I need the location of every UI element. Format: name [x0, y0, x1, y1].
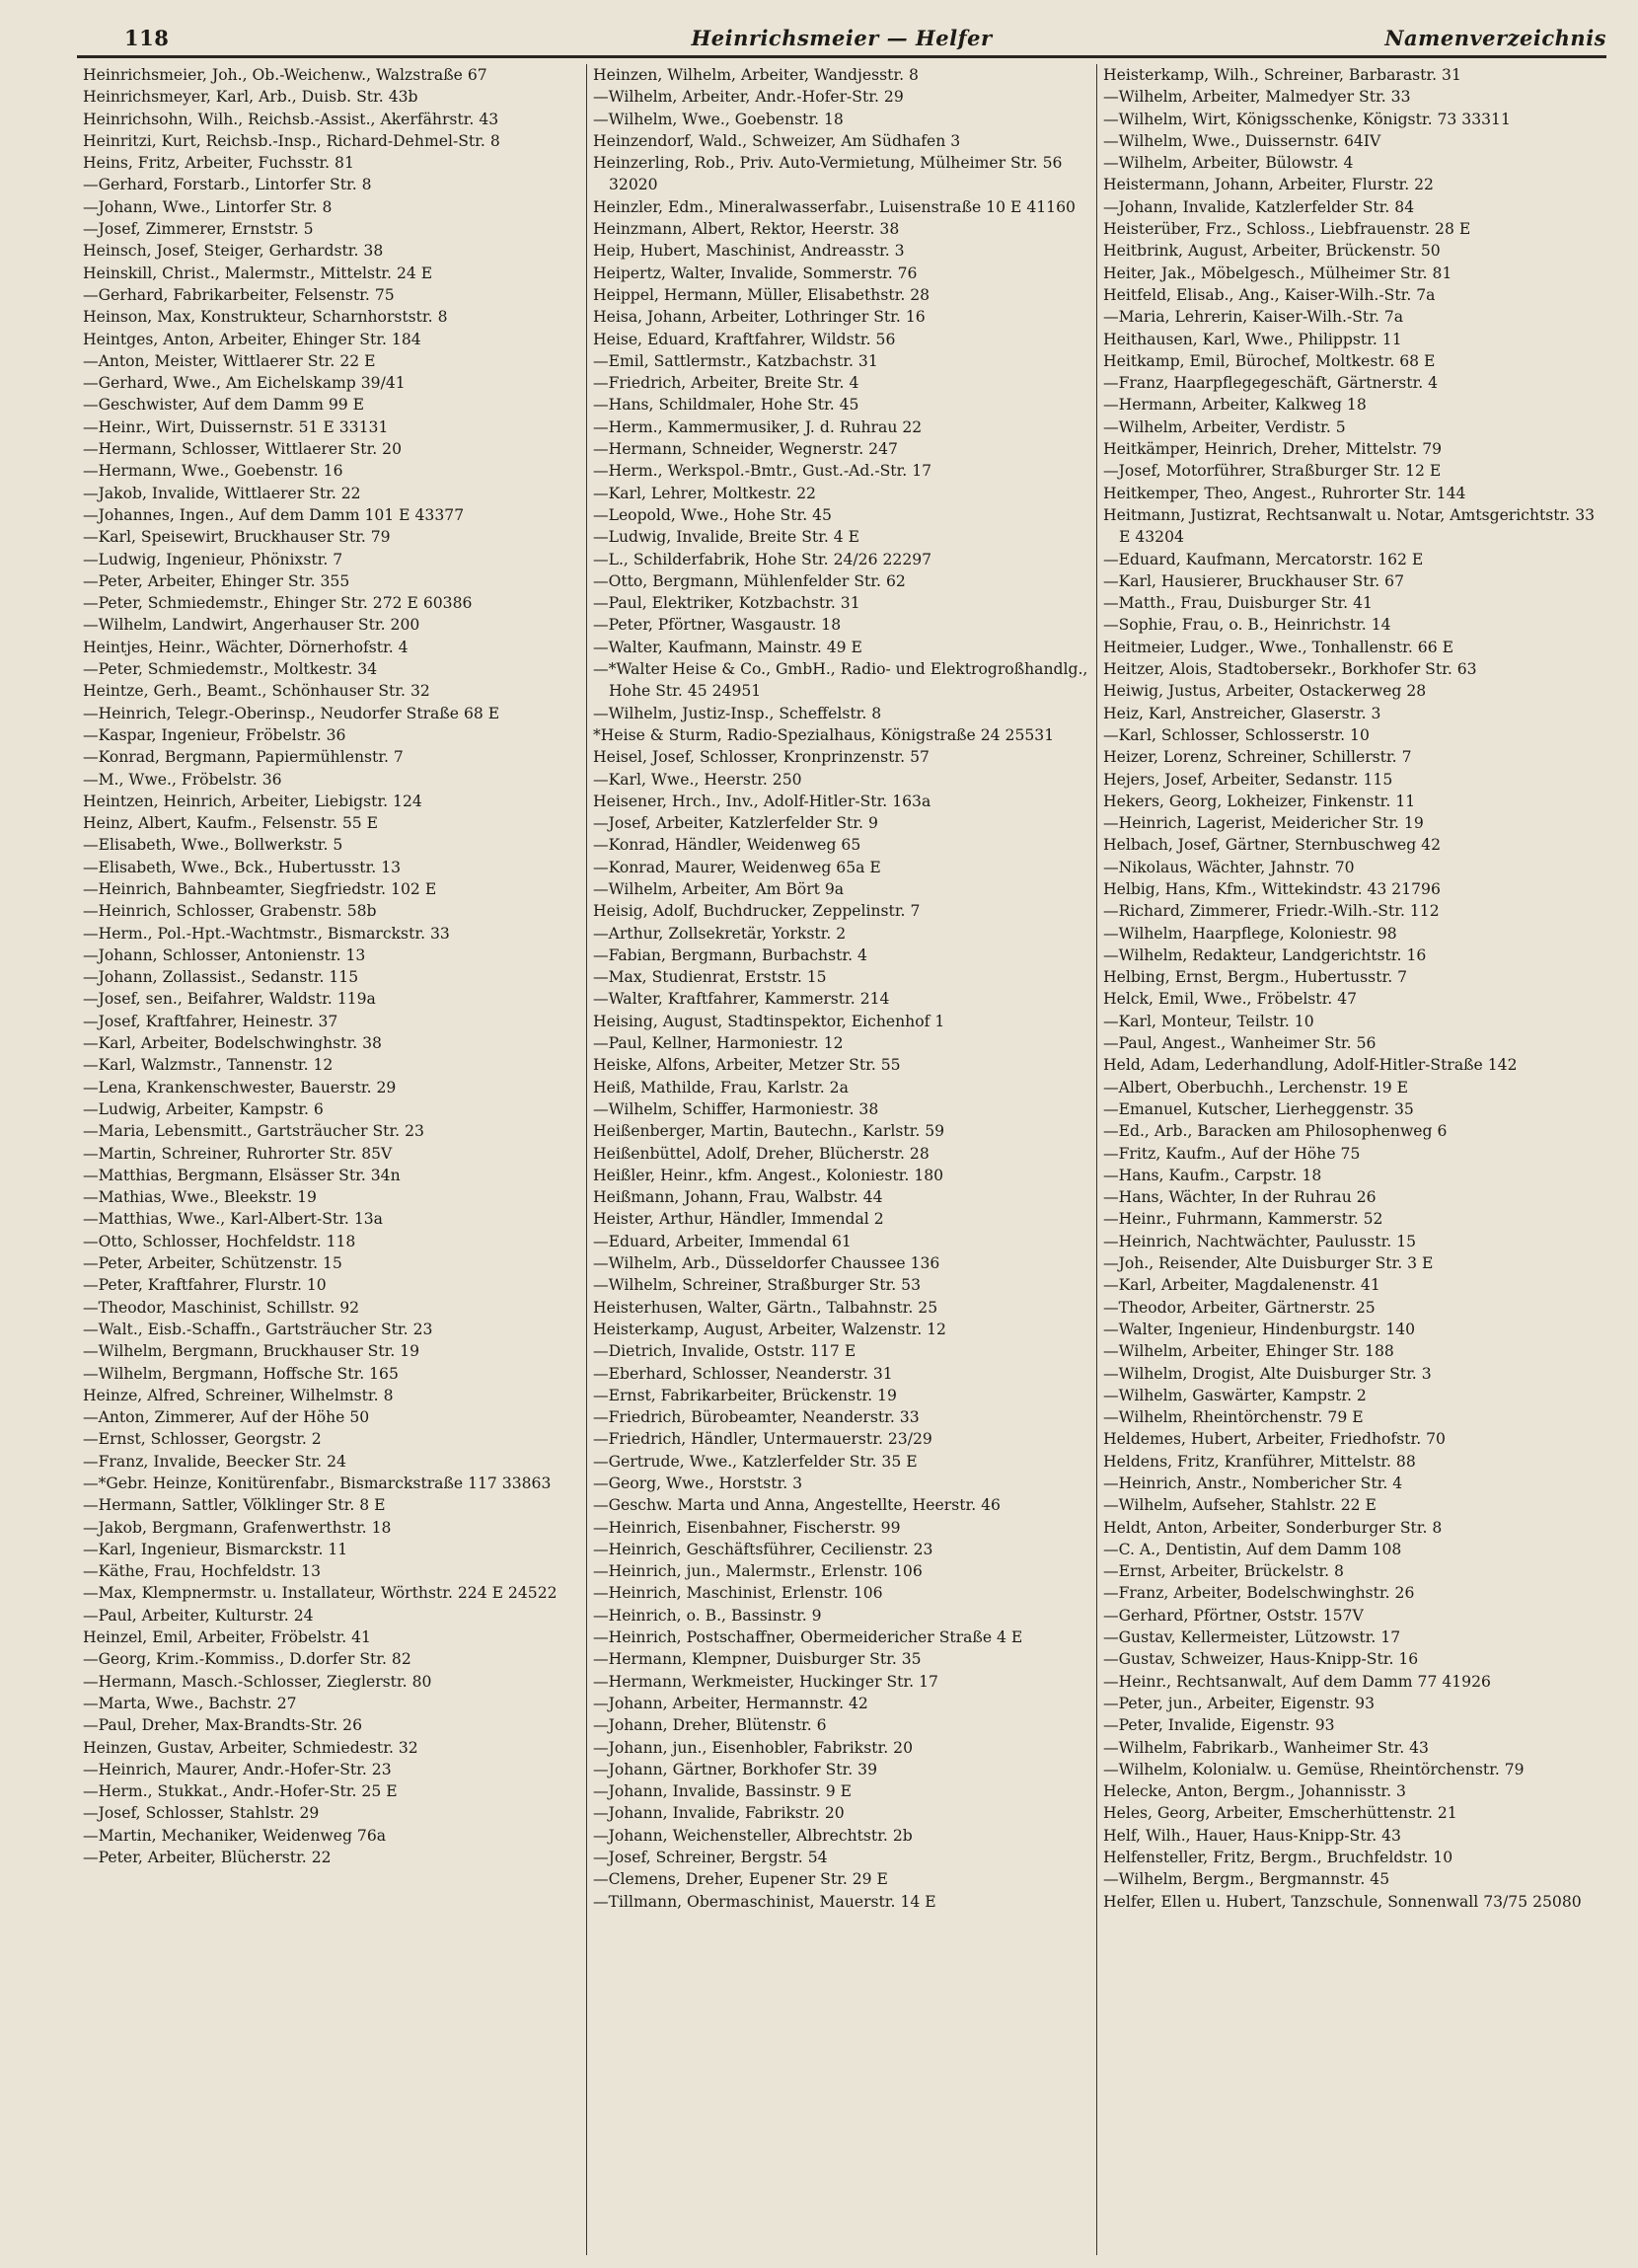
directory-entry: Heisa, Johann, Arbeiter, Lothringer Str. 16 [593, 308, 926, 327]
directory-entry: —Wilhelm, Redakteur, Landgerichtstr. 16 [1103, 945, 1427, 964]
directory-entry: Heippel, Hermann, Müller, Elisabethstr. 28 [593, 285, 931, 304]
directory-entry: Heles, Georg, Arbeiter, Emscherhüttenstr. 21 [1103, 1804, 1457, 1823]
directory-entry: —Friedrich, Arbeiter, Breite Str. 4 [593, 374, 859, 393]
directory-entry: Heisterkamp, Wilh., Schreiner, Barbarastr. 31 [1103, 66, 1461, 84]
directory-entry: —Gerhard, Forstarb., Lintorfer Str. 8 [83, 176, 372, 194]
directory-entry: —Jakob, Invalide, Wittlaerer Str. 22 [83, 484, 361, 502]
directory-entry: —Konrad, Händler, Weidenweg 65 [593, 836, 861, 855]
directory-entry: —Nikolaus, Wächter, Jahnstr. 70 [1103, 858, 1355, 876]
directory-entry: Heinz, Albert, Kaufm., Felsenstr. 55 E [83, 814, 379, 833]
directory-entry: —Wilhelm, Bergmann, Bruckhauser Str. 19 [83, 1342, 420, 1361]
directory-entry: Heinsch, Josef, Steiger, Gerhardstr. 38 [83, 242, 384, 261]
directory-entry: —Josef, Schlosser, Stahlstr. 29 [83, 1804, 320, 1823]
directory-entry: —Martin, Schreiner, Ruhrorter Str. 85V [83, 1144, 393, 1163]
directory-entry: —Gerhard, Pförtner, Oststr. 157V [1103, 1606, 1364, 1625]
directory-entry: —Hermann, Sattler, Völklinger Str. 8 E [83, 1496, 386, 1515]
directory-entry: Heitzer, Alois, Stadtobersekr., Borkhofer Str. 63 [1103, 660, 1477, 679]
directory-entry: —Karl, Wwe., Heerstr. 250 [593, 770, 802, 789]
directory-entry: —Anton, Meister, Wittlaerer Str. 22 E [83, 351, 376, 370]
directory-entry: Heinzen, Gustav, Arbeiter, Schmiedestr. 32 [83, 1738, 418, 1757]
directory-entry: Heisterüber, Frz., Schloss., Liebfrauenstr. 28 E [1103, 220, 1471, 239]
directory-entry: Heiz, Karl, Anstreicher, Glaserstr. 3 [1103, 704, 1381, 722]
directory-entry: —Johann, Schlosser, Antonienstr. 13 [83, 945, 366, 964]
directory-entry: —Heinrich, Anstr., Nombericher Str. 4 [1103, 1474, 1403, 1492]
directory-entry: —Wilhelm, Wwe., Duissernstr. 64IV [1103, 131, 1381, 150]
directory-entry: —Maria, Lehrerin, Kaiser-Wilh.-Str. 7a [1103, 308, 1404, 327]
directory-entry: —Franz, Invalide, Beecker Str. 24 [83, 1452, 346, 1471]
directory-entry: —Albert, Oberbuchh., Lerchenstr. 19 E [1103, 1078, 1409, 1096]
directory-entry: Heisener, Hrch., Inv., Adolf-Hitler-Str. 163a [593, 792, 931, 810]
directory-entry: —Wilhelm, Arbeiter, Am Bört 9a [593, 879, 845, 898]
directory-entry: Heinrichsmeier, Joh., Ob.-Weichenw., Walzstraße 67 [83, 66, 487, 84]
directory-entry: —Wilhelm, Kolonialw. u. Gemüse, Rheintörchenstr. 79 [1103, 1760, 1525, 1778]
directory-entry: Heintjes, Heinr., Wächter, Dörnerhofstr. 4 [83, 638, 409, 656]
directory-entry: —Karl, Ingenieur, Bismarckstr. 11 [83, 1540, 348, 1558]
directory-entry: —Peter, Invalide, Eigenstr. 93 [1103, 1716, 1335, 1735]
directory-entry: —Emil, Sattlermstr., Katzbachstr. 31 [593, 351, 878, 370]
directory-entry: —Walt., Eisb.-Schaffn., Gartsträucher Str. 23 [83, 1320, 433, 1338]
directory-entry: —L., Schilderfabrik, Hohe Str. 24/26 22297 [593, 550, 932, 568]
directory-entry: —Theodor, Maschinist, Schillstr. 92 [83, 1298, 360, 1317]
directory-entry: —Matth., Frau, Duisburger Str. 41 [1103, 594, 1373, 613]
directory-entry: —Maria, Lebensmitt., Gartsträucher Str. 23 [83, 1122, 424, 1141]
directory-entry: —Franz, Arbeiter, Bodelschwinghstr. 26 [1103, 1584, 1415, 1603]
running-title: Heinrichsmeier — Helfer [691, 26, 993, 50]
directory-entry: —Karl, Monteur, Teilstr. 10 [1103, 1012, 1314, 1030]
directory-entry: Heisig, Adolf, Buchdrucker, Zeppelinstr. 7 [593, 902, 921, 921]
directory-entry: Helbach, Josef, Gärtner, Sternbuschweg 42 [1103, 836, 1442, 855]
directory-entry: —Wilhelm, Aufseher, Stahlstr. 22 E [1103, 1496, 1377, 1515]
directory-entry: —C. A., Dentistin, Auf dem Damm 108 [1103, 1540, 1402, 1558]
directory-entry: Helf, Wilh., Hauer, Haus-Knipp-Str. 43 [1103, 1826, 1401, 1845]
directory-entry: Heinze, Alfred, Schreiner, Wilhelmstr. 8 [83, 1386, 394, 1404]
directory-entry: —Clemens, Dreher, Eupener Str. 29 E [593, 1870, 888, 1889]
directory-entry: Heizer, Lorenz, Schreiner, Schillerstr. 7 [1103, 748, 1412, 767]
directory-entry: —Josef, Zimmerer, Ernststr. 5 [83, 220, 314, 239]
directory-entry: —Johann, Dreher, Blütenstr. 6 [593, 1716, 827, 1735]
directory-entry: —Emanuel, Kutscher, Lierheggenstr. 35 [1103, 1099, 1414, 1118]
directory-entry: Heitkämper, Heinrich, Dreher, Mittelstr. 79 [1103, 440, 1443, 459]
directory-entry: —Konrad, Bergmann, Papiermühlenstr. 7 [83, 748, 404, 767]
directory-entry: —M., Wwe., Fröbelstr. 36 [83, 770, 282, 789]
directory-entry: Heintzen, Heinrich, Arbeiter, Liebigstr. 124 [83, 792, 422, 810]
directory-entry: Heinzen, Wilhelm, Arbeiter, Wandjesstr. 8 [593, 66, 919, 84]
directory-entry: —Geschw. Marta und Anna, Angestellte, Heerstr. 46 [593, 1496, 1001, 1515]
directory-entry: —Karl, Walzmstr., Tannenstr. 12 [83, 1056, 334, 1075]
directory-entry: —Wilhelm, Bergm., Bergmannstr. 45 [1103, 1870, 1390, 1889]
directory-entry: *Heise & Sturm, Radio-Spezialhaus, Königstraße 24 25531 [593, 725, 1055, 744]
directory-entry: Heinzendorf, Wald., Schweizer, Am Südhafen 3 [593, 131, 961, 150]
directory-entry: —Wilhelm, Justiz-Insp., Scheffelstr. 8 [593, 704, 882, 722]
directory-entry: Heißenbüttel, Adolf, Dreher, Blücherstr. 28 [593, 1144, 930, 1163]
directory-entry: Hekers, Georg, Lokheizer, Finkenstr. 11 [1103, 792, 1416, 810]
directory-entry: —Ernst, Arbeiter, Brückelstr. 8 [1103, 1562, 1344, 1581]
directory-entry: —Friedrich, Händler, Untermauerstr. 23/29 [593, 1430, 932, 1449]
directory-entry: —Karl, Arbeiter, Bodelschwinghstr. 38 [83, 1034, 382, 1053]
directory-entry: Heinzler, Edm., Mineralwasserfabr., Luisenstraße 10 E 41160 [593, 197, 1076, 216]
directory-entry: Heitkamp, Emil, Bürochef, Moltkestr. 68 E [1103, 351, 1436, 370]
directory-entry: —Johannes, Ingen., Auf dem Damm 101 E 43377 [83, 505, 465, 524]
directory-entry: —Paul, Arbeiter, Kulturstr. 24 [83, 1606, 314, 1625]
directory-entry: Heisterkamp, August, Arbeiter, Walzenstr. 12 [593, 1320, 946, 1338]
directory-entry: —Heinrich, jun., Malermstr., Erlenstr. 106 [593, 1562, 923, 1581]
directory-entry: —Josef, Schreiner, Bergstr. 54 [593, 1849, 828, 1867]
directory-entry: Heinzel, Emil, Arbeiter, Fröbelstr. 41 [83, 1628, 371, 1647]
directory-entry: Heister, Arthur, Händler, Immendal 2 [593, 1210, 884, 1229]
directory-entry: Heinrichsmeyer, Karl, Arb., Duisb. Str. 43b [83, 88, 418, 107]
directory-entry: —Leopold, Wwe., Hohe Str. 45 [593, 505, 832, 524]
directory-entry: —Heinrich, o. B., Bassinstr. 9 [593, 1606, 822, 1625]
directory-entry: —Johann, Wwe., Lintorfer Str. 8 [83, 197, 333, 216]
directory-entry: —Ernst, Schlosser, Georgstr. 2 [83, 1430, 322, 1449]
directory-entry: —Gustav, Kellermeister, Lützowstr. 17 [1103, 1628, 1401, 1647]
directory-entry: Heitmann, Justizrat, Rechtsanwalt u. Notar, Amtsgerichtstr. 33 E 43204 [1103, 505, 1596, 547]
directory-entry: —Mathias, Wwe., Bleekstr. 19 [83, 1188, 317, 1207]
directory-entry: Heiwig, Justus, Arbeiter, Ostackerweg 28 [1103, 682, 1427, 701]
directory-entry: Heithausen, Karl, Wwe., Philippstr. 11 [1103, 330, 1402, 348]
directory-entry: —Kaspar, Ingenieur, Fröbelstr. 36 [83, 725, 346, 744]
directory-entry: Heinzerling, Rob., Priv. Auto-Vermietung, Mülheimer Str. 56 32020 [593, 154, 1063, 194]
directory-entry: —Ludwig, Ingenieur, Phönixstr. 7 [83, 550, 343, 568]
directory-entry: —Walter, Kaufmann, Mainstr. 49 E [593, 638, 862, 656]
directory-entry: —Eduard, Kaufmann, Mercatorstr. 162 E [1103, 550, 1424, 568]
directory-entry: —Wilhelm, Rheintörchenstr. 79 E [1103, 1408, 1364, 1427]
directory-entry: —Fabian, Bergmann, Burbachstr. 4 [593, 945, 867, 964]
directory-entry: —Hermann, Wwe., Goebenstr. 16 [83, 462, 343, 481]
directory-entry: —Hans, Schildmaler, Hohe Str. 45 [593, 396, 859, 415]
directory-entry: —Hans, Wächter, In der Ruhrau 26 [1103, 1188, 1377, 1207]
directory-entry: —Konrad, Maurer, Weidenweg 65a E [593, 858, 881, 876]
directory-entry: —Heinrich, Schlosser, Grabenstr. 58b [83, 902, 377, 921]
directory-entry: —Elisabeth, Wwe., Bck., Hubertusstr. 13 [83, 858, 402, 876]
directory-entry: —Hans, Kaufm., Carpstr. 18 [1103, 1166, 1322, 1184]
directory-entry: Heipertz, Walter, Invalide, Sommerstr. 76 [593, 264, 918, 282]
directory-entry: Helbig, Hans, Kfm., Wittekindstr. 43 21796 [1103, 879, 1441, 898]
directory-entry: —Hermann, Schneider, Wegnerstr. 247 [593, 440, 898, 459]
directory-entry: —Gustav, Schweizer, Haus-Knipp-Str. 16 [1103, 1650, 1419, 1669]
directory-entry: Heldens, Fritz, Kranführer, Mittelstr. 88 [1103, 1452, 1416, 1471]
directory-entry: —Martin, Mechaniker, Weidenweg 76a [83, 1826, 387, 1845]
directory-entry: —Johann, jun., Eisenhobler, Fabrikstr. 20 [593, 1738, 913, 1757]
directory-entry: —Matthias, Bergmann, Elsässer Str. 34n [83, 1166, 401, 1184]
directory-entry: —Ludwig, Arbeiter, Kampstr. 6 [83, 1099, 324, 1118]
directory-entry: —Heinrich, Telegr.-Oberinsp., Neudorfer Straße 68 E [83, 704, 500, 722]
directory-entry: —Peter, Schmiedemstr., Ehinger Str. 272 E 60386 [83, 594, 473, 613]
directory-entry: —Johann, Arbeiter, Hermannstr. 42 [593, 1694, 868, 1712]
directory-entry: —Wilhelm, Schreiner, Straßburger Str. 53 [593, 1276, 921, 1295]
directory-entry: —Tillmann, Obermaschinist, Mauerstr. 14 E [593, 1892, 936, 1911]
directory-entry: Helfer, Ellen u. Hubert, Tanzschule, Sonnenwall 73/75 25080 [1103, 1892, 1582, 1911]
directory-entry: —Johann, Invalide, Katzlerfelder Str. 84 [1103, 197, 1415, 216]
directory-entry: —Johann, Invalide, Fabrikstr. 20 [593, 1804, 845, 1823]
directory-entry: —Heinrich, Nachtwächter, Paulusstr. 15 [1103, 1232, 1417, 1250]
directory-entry: Heldemes, Hubert, Arbeiter, Friedhofstr. 70 [1103, 1430, 1446, 1449]
directory-entry: Heinzmann, Albert, Rektor, Heerstr. 38 [593, 220, 900, 239]
directory-entry: —Friedrich, Bürobeamter, Neanderstr. 33 [593, 1408, 920, 1427]
directory-entry: —Herm., Stukkat., Andr.-Hofer-Str. 25 E [83, 1782, 398, 1801]
directory-entry: —Josef, Kraftfahrer, Heinestr. 37 [83, 1012, 338, 1030]
directory-entry: —Marta, Wwe., Bachstr. 27 [83, 1694, 297, 1712]
page-header [77, 22, 1606, 58]
directory-entry: —Wilhelm, Arbeiter, Verdistr. 5 [1103, 417, 1346, 436]
directory-entry: Heisterhusen, Walter, Gärtn., Talbahnstr. 25 [593, 1298, 938, 1317]
directory-entry: —Eduard, Arbeiter, Immendal 61 [593, 1232, 852, 1250]
directory-entry: —Anton, Zimmerer, Auf der Höhe 50 [83, 1408, 370, 1427]
directory-entry: —Ludwig, Invalide, Breite Str. 4 E [593, 528, 860, 547]
directory-entry: Heitmeier, Ludger., Wwe., Tonhallenstr. 66 E [1103, 638, 1453, 656]
directory-entry: —Walter, Kraftfahrer, Kammerstr. 214 [593, 990, 890, 1009]
directory-entry: —Johann, Weichensteller, Albrechtstr. 2b [593, 1826, 913, 1845]
directory-entry: —Heinrich, Maschinist, Erlenstr. 106 [593, 1584, 883, 1603]
section-title: Namenverzeichnis [1384, 26, 1606, 50]
directory-entry: —Heinrich, Eisenbahner, Fischerstr. 99 [593, 1518, 901, 1537]
directory-entry: —Heinr., Rechtsanwalt, Auf dem Damm 77 41926 [1103, 1672, 1491, 1691]
directory-entry: —Fritz, Kaufm., Auf der Höhe 75 [1103, 1144, 1361, 1163]
directory-entry: —Hermann, Arbeiter, Kalkweg 18 [1103, 396, 1367, 415]
directory-entry: —Herm., Pol.-Hpt.-Wachtmstr., Bismarckstr. 33 [83, 924, 450, 943]
directory-entry: Heinskill, Christ., Malermstr., Mittelstr. 24 E [83, 264, 433, 282]
directory-entry: —Karl, Lehrer, Moltkestr. 22 [593, 484, 816, 502]
directory-entry: —Jakob, Bergmann, Grafenwerthstr. 18 [83, 1518, 392, 1537]
directory-entry: —Heinr., Wirt, Duissernstr. 51 E 33131 [83, 417, 389, 436]
directory-entry: —Joh., Reisender, Alte Duisburger Str. 3 E [1103, 1254, 1434, 1273]
directory-entry: —Max, Klempnermstr. u. Installateur, Wörthstr. 224 E 24522 [83, 1584, 558, 1603]
directory-entry: —Peter, Arbeiter, Blücherstr. 22 [83, 1849, 332, 1867]
directory-entry: —Hermann, Schlosser, Wittlaerer Str. 20 [83, 440, 403, 459]
directory-entry: —Wilhelm, Fabrikarb., Wanheimer Str. 43 [1103, 1738, 1429, 1757]
directory-entry: —Gertrude, Wwe., Katzlerfelder Str. 35 E [593, 1452, 918, 1471]
entry-columns [77, 64, 1606, 2255]
directory-entry: Helfensteller, Fritz, Bergm., Bruchfeldstr. 10 [1103, 1849, 1453, 1867]
directory-entry: Heitbrink, August, Arbeiter, Brückenstr. 50 [1103, 242, 1441, 261]
page-number: 118 [124, 26, 170, 50]
directory-entry: Heitkemper, Theo, Angest., Ruhrorter Str. 144 [1103, 484, 1466, 502]
directory-entry: —Walter, Ingenieur, Hindenburgstr. 140 [1103, 1320, 1416, 1338]
directory-entry: —Wilhelm, Arbeiter, Ehinger Str. 188 [1103, 1342, 1394, 1361]
directory-entry: —Heinrich, Lagerist, Meidericher Str. 19 [1103, 814, 1424, 833]
directory-entry: —Wilhelm, Gaswärter, Kampstr. 2 [1103, 1386, 1367, 1404]
directory-entry: —Arthur, Zollsekretär, Yorkstr. 2 [593, 924, 847, 943]
directory-entry: —Heinrich, Bahnbeamter, Siegfriedstr. 102 E [83, 879, 437, 898]
directory-entry: —Johann, Invalide, Bassinstr. 9 E [593, 1782, 852, 1801]
directory-entry: Hejers, Josef, Arbeiter, Sedanstr. 115 [1103, 770, 1393, 789]
directory-entry: —Wilhelm, Wirt, Königsschenke, Königstr. 73 33311 [1103, 110, 1511, 128]
directory-entry: Heißenberger, Martin, Bautechn., Karlstr. 59 [593, 1122, 945, 1141]
directory-entry: —Franz, Haarpflegegeschäft, Gärtnerstr. 4 [1103, 374, 1439, 393]
directory-entry: —*Walter Heise & Co., GmbH., Radio- und Elektrogroßhandlg., Hohe Str. 45 24951 [593, 660, 1088, 701]
directory-entry: —Johann, Gärtner, Borkhofer Str. 39 [593, 1760, 878, 1778]
directory-entry: Heise, Eduard, Kraftfahrer, Wildstr. 56 [593, 330, 896, 348]
directory-entry: —Hermann, Klempner, Duisburger Str. 35 [593, 1650, 922, 1669]
directory-entry: —Johann, Zollassist., Sedanstr. 115 [83, 968, 359, 987]
directory-entry: —Heinrich, Postschaffner, Obermeidericher Straße 4 E [593, 1628, 1023, 1647]
directory-entry: —Karl, Speisewirt, Bruckhauser Str. 79 [83, 528, 391, 547]
directory-entry: —Hermann, Werkmeister, Huckinger Str. 17 [593, 1672, 938, 1691]
directory-entry: —Josef, Motorführer, Straßburger Str. 12 E [1103, 462, 1442, 481]
directory-entry: Heinson, Max, Konstrukteur, Scharnhorststr. 8 [83, 308, 448, 327]
directory-entry: —Wilhelm, Landwirt, Angerhauser Str. 200 [83, 616, 420, 635]
directory-entry: —Paul, Angest., Wanheimer Str. 56 [1103, 1034, 1377, 1053]
directory-entry: —Elisabeth, Wwe., Bollwerkstr. 5 [83, 836, 343, 855]
directory-entry: —Geschwister, Auf dem Damm 99 E [83, 396, 365, 415]
directory-entry: —Herm., Werkspol.-Bmtr., Gust.-Ad.-Str. 17 [593, 462, 932, 481]
directory-entry: Helck, Emil, Wwe., Fröbelstr. 47 [1103, 990, 1358, 1009]
directory-entry: Helbing, Ernst, Bergm., Hubertusstr. 7 [1103, 968, 1408, 987]
directory-entry: —Gerhard, Fabrikarbeiter, Felsenstr. 75 [83, 285, 395, 304]
directory-entry: —Paul, Kellner, Harmoniestr. 12 [593, 1034, 844, 1053]
directory-entry: —Karl, Hausierer, Bruckhauser Str. 67 [1103, 571, 1404, 590]
directory-entry: —Käthe, Frau, Hochfeldstr. 13 [83, 1562, 322, 1581]
directory-entry: —Ernst, Fabrikarbeiter, Brückenstr. 19 [593, 1386, 897, 1404]
directory-entry: —Paul, Dreher, Max-Brandts-Str. 26 [83, 1716, 363, 1735]
directory-entry: Held, Adam, Lederhandlung, Adolf-Hitler-Straße 142 [1103, 1056, 1518, 1075]
directory-entry: —Ed., Arb., Baracken am Philosophenweg 6 [1103, 1122, 1448, 1141]
directory-entry: Heinrichsohn, Wilh., Reichsb.-Assist., Akerfährstr. 43 [83, 110, 499, 128]
directory-entry: —Herm., Kammermusiker, J. d. Ruhrau 22 [593, 417, 923, 436]
directory-entry: Helecke, Anton, Bergm., Johannisstr. 3 [1103, 1782, 1406, 1801]
directory-entry: —Peter, Schmiedemstr., Moltkestr. 34 [83, 660, 378, 679]
directory-entry: Heitfeld, Elisab., Ang., Kaiser-Wilh.-Str. 7a [1103, 285, 1436, 304]
directory-entry: —Georg, Krim.-Kommiss., D.dorfer Str. 82 [83, 1650, 411, 1669]
column-1 [77, 64, 586, 2255]
directory-entry: Heißmann, Johann, Frau, Walbstr. 44 [593, 1188, 883, 1207]
directory-entry: —Theodor, Arbeiter, Gärtnerstr. 25 [1103, 1298, 1376, 1317]
directory-entry: —Lena, Krankenschwester, Bauerstr. 29 [83, 1078, 397, 1096]
directory-entry: —Heinrich, Maurer, Andr.-Hofer-Str. 23 [83, 1760, 392, 1778]
directory-entry: Heldt, Anton, Arbeiter, Sonderburger Str. 8 [1103, 1518, 1443, 1537]
directory-entry: —Wilhelm, Wwe., Goebenstr. 18 [593, 110, 844, 128]
directory-entry: —Wilhelm, Bergmann, Hoffsche Str. 165 [83, 1364, 399, 1383]
directory-entry: —Wilhelm, Arbeiter, Malmedyer Str. 33 [1103, 88, 1411, 107]
directory-entry: —Peter, jun., Arbeiter, Eigenstr. 93 [1103, 1694, 1376, 1712]
directory-entry: —Gerhard, Wwe., Am Eichelskamp 39/41 [83, 374, 406, 393]
directory-entry: —Max, Studienrat, Erststr. 15 [593, 968, 827, 987]
column-2 [586, 64, 1096, 2255]
directory-entry: —Paul, Elektriker, Kotzbachstr. 31 [593, 594, 860, 613]
directory-entry: —Peter, Arbeiter, Ehinger Str. 355 [83, 571, 350, 590]
directory-entry: —Wilhelm, Arbeiter, Andr.-Hofer-Str. 29 [593, 88, 904, 107]
directory-entry: Heiter, Jak., Möbelgesch., Mülheimer Str. 81 [1103, 264, 1452, 282]
directory-entry: —Karl, Schlosser, Schlosserstr. 10 [1103, 725, 1370, 744]
directory-entry: —Otto, Schlosser, Hochfeldstr. 118 [83, 1232, 356, 1250]
directory-entry: —Eberhard, Schlosser, Neanderstr. 31 [593, 1364, 893, 1383]
directory-entry: —Josef, sen., Beifahrer, Waldstr. 119a [83, 990, 376, 1009]
directory-entry: —Josef, Arbeiter, Katzlerfelder Str. 9 [593, 814, 878, 833]
directory-entry: —Matthias, Wwe., Karl-Albert-Str. 13a [83, 1210, 383, 1229]
directory-entry: Heising, August, Stadtinspektor, Eichenhof 1 [593, 1012, 945, 1030]
directory-entry: Heistermann, Johann, Arbeiter, Flurstr. 22 [1103, 176, 1434, 194]
directory-entry: —*Gebr. Heinze, Konitürenfabr., Bismarckstraße 117 33863 [83, 1474, 552, 1492]
directory-entry: Heins, Fritz, Arbeiter, Fuchsstr. 81 [83, 154, 354, 173]
directory-entry: —Karl, Arbeiter, Magdalenenstr. 41 [1103, 1276, 1380, 1295]
directory-entry: —Peter, Arbeiter, Schützenstr. 15 [83, 1254, 342, 1273]
directory-entry: —Georg, Wwe., Horststr. 3 [593, 1474, 803, 1492]
directory-entry: —Heinr., Fuhrmann, Kammerstr. 52 [1103, 1210, 1383, 1229]
directory-entry: Heintges, Anton, Arbeiter, Ehinger Str. 184 [83, 330, 421, 348]
directory-entry: —Peter, Kraftfahrer, Flurstr. 10 [83, 1276, 327, 1295]
directory-entry: —Heinrich, Geschäftsführer, Cecilienstr. 23 [593, 1540, 933, 1558]
directory-entry: —Wilhelm, Haarpflege, Koloniestr. 98 [1103, 924, 1397, 943]
directory-entry: —Hermann, Masch.-Schlosser, Zieglerstr. 80 [83, 1672, 432, 1691]
directory-entry: Heiske, Alfons, Arbeiter, Metzer Str. 55 [593, 1056, 901, 1075]
directory-entry: —Peter, Pförtner, Wasgaustr. 18 [593, 616, 842, 635]
directory-entry: —Wilhelm, Arbeiter, Bülowstr. 4 [1103, 154, 1354, 173]
directory-entry: —Sophie, Frau, o. B., Heinrichstr. 14 [1103, 616, 1391, 635]
directory-entry: —Wilhelm, Drogist, Alte Duisburger Str. 3 [1103, 1364, 1432, 1383]
directory-entry: —Richard, Zimmerer, Friedr.-Wilh.-Str. 112 [1103, 902, 1440, 921]
directory-entry: Heinritzi, Kurt, Reichsb.-Insp., Richard-Dehmel-Str. 8 [83, 131, 500, 150]
column-3 [1096, 64, 1606, 2255]
directory-entry: —Otto, Bergmann, Mühlenfelder Str. 62 [593, 571, 906, 590]
directory-entry: —Wilhelm, Arb., Düsseldorfer Chaussee 136 [593, 1254, 940, 1273]
directory-entry: Heip, Hubert, Maschinist, Andreasstr. 3 [593, 242, 905, 261]
directory-entry: Heiß, Mathilde, Frau, Karlstr. 2a [593, 1078, 849, 1096]
directory-entry: Heißler, Heinr., kfm. Angest., Koloniestr. 180 [593, 1166, 944, 1184]
directory-entry: —Dietrich, Invalide, Oststr. 117 E [593, 1342, 856, 1361]
directory-entry: Heisel, Josef, Schlosser, Kronprinzenstr. 57 [593, 748, 930, 767]
directory-entry: —Wilhelm, Schiffer, Harmoniestr. 38 [593, 1099, 879, 1118]
directory-entry: Heintze, Gerh., Beamt., Schönhauser Str. 32 [83, 682, 430, 701]
